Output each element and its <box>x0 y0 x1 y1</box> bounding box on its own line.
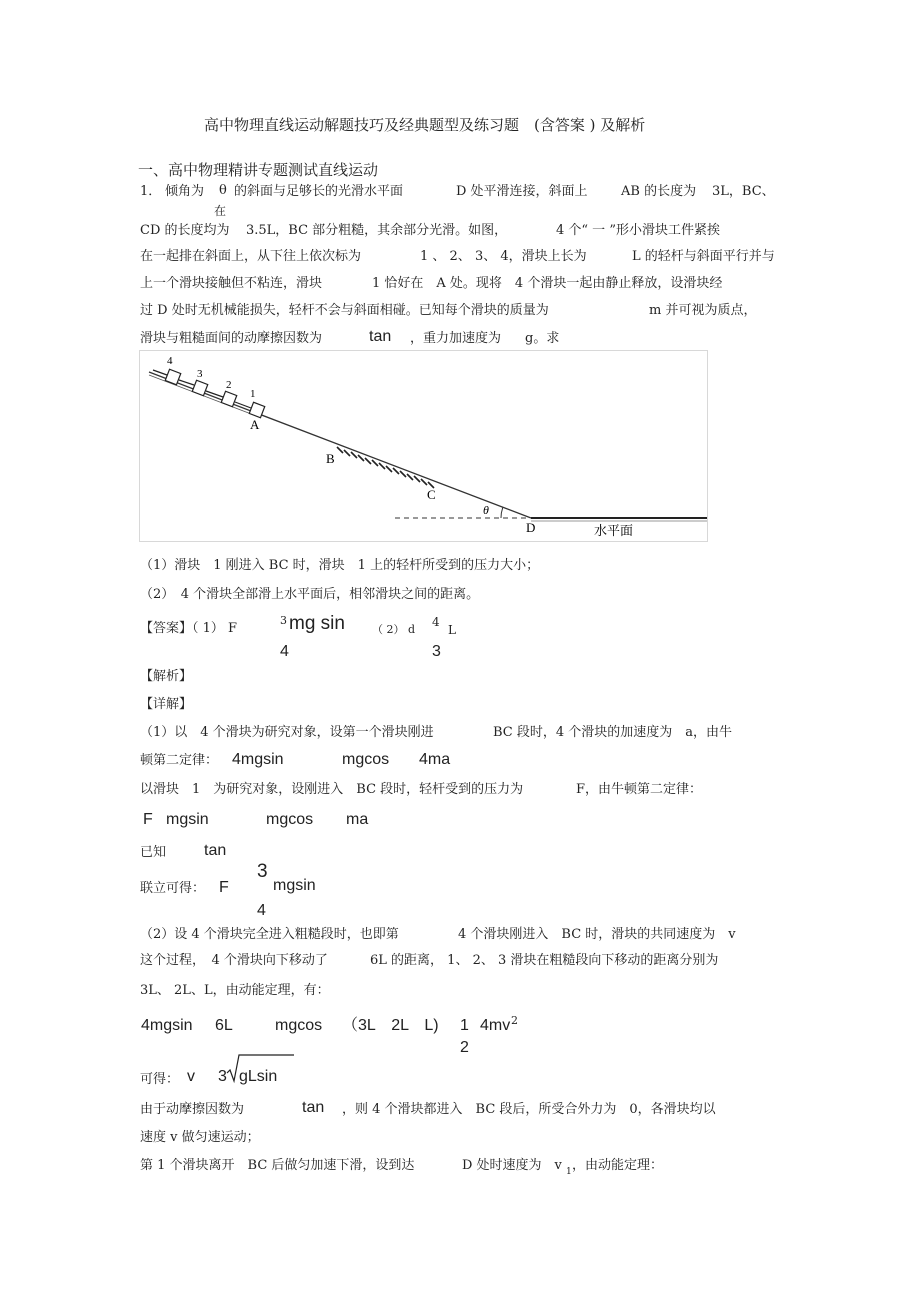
answer-fraction-numerator: 3 <box>280 614 287 627</box>
solution-text: 以滑块 1 为研究对象，设刚进入 BC 段时，轻杆受到的压力为 <box>140 782 524 797</box>
answer-fraction-denominator: 4 <box>280 643 289 660</box>
problem-text: 的斜面与足够长的光滑水平面 <box>234 184 404 199</box>
rod-1 <box>235 402 251 408</box>
incline-surface <box>149 372 531 518</box>
fraction-denominator: 2 <box>460 1039 469 1056</box>
problem-text: L 的轻杆与斜面平行并与 <box>632 249 775 264</box>
equation-term: ma <box>346 811 369 828</box>
solution-text: BC 段时，4 个滑块的加速度为 a，由牛 <box>493 725 733 740</box>
incline-diagram <box>139 350 708 542</box>
problem-text: 1 恰好在 A 处。现将 4 个滑块一起由静止释放，设滑块经 <box>372 276 723 291</box>
problem-text: 3L，BC、 <box>712 184 775 199</box>
problem-text: D 处平滑连接，斜面上 <box>456 184 588 199</box>
solution-text: 这个过程， 4 个滑块向下移动了 <box>140 953 328 968</box>
solution-text: 已知 <box>140 845 167 860</box>
answer-d-unit: L <box>448 623 456 637</box>
equation-term: tan <box>204 842 227 859</box>
problem-text: 过 D 处时无机械能损失，轻杆不会与斜面相碰。已知每个滑块的质量为 <box>140 303 549 318</box>
problem-text: 上一个滑块接触但不粘连，滑块 <box>140 276 323 291</box>
rod-2 <box>206 391 223 397</box>
equation-term: （3L 2L L) <box>342 1017 439 1034</box>
problem-text: 在一起排在斜面上，从下往上依次标为 <box>140 249 362 264</box>
analysis-label: 【解析】 <box>140 669 193 684</box>
problem-text: ，重力加速度为 <box>410 331 502 346</box>
incline-upper-edge <box>149 375 259 417</box>
solution-text: 联立可得： <box>140 881 206 896</box>
theta-symbol: θ <box>219 183 227 198</box>
equation-term: mgsin <box>273 877 316 894</box>
answer-d-denominator: 3 <box>432 643 441 660</box>
label-theta: θ <box>483 503 489 517</box>
formula-tan: tan <box>369 328 392 345</box>
section-heading: 一、高中物理精讲专题测试直线运动 <box>138 161 379 179</box>
label-point-b: B <box>326 451 335 466</box>
equation-term: mgcos <box>342 751 390 768</box>
equation-term: mgcos <box>266 811 314 828</box>
problem-text: CD 的长度均为 <box>140 223 230 238</box>
solution-text: （1）以 4 个滑块为研究对象，设第一个滑块刚进 <box>140 725 434 740</box>
label-point-d: D <box>526 520 536 535</box>
label-point-c: C <box>427 487 436 502</box>
solution-text: 顿第二定律： <box>140 753 219 768</box>
rough-segment-bc <box>337 447 434 488</box>
problem-text: AB 的长度为 <box>621 184 697 199</box>
subscript: 1 <box>566 1167 572 1177</box>
fraction-denominator: 4 <box>257 902 266 919</box>
equation-term: F <box>143 811 153 828</box>
equation-term: tan <box>302 1099 325 1116</box>
equation-term: v <box>187 1068 195 1085</box>
solution-text: ，由动能定理： <box>572 1158 664 1173</box>
label-block-1: 1 <box>250 388 256 400</box>
solution-text: 3L、 2L、L，由动能定理，有： <box>140 983 330 998</box>
solution-text: ，则 4 个滑块都进入 BC 段后，所受合外力为 0，各滑块均以 <box>342 1102 716 1117</box>
label-point-a: A <box>250 417 260 432</box>
equation-term: 4mgsin <box>141 1017 193 1034</box>
equation-term: 4mv <box>480 1017 511 1034</box>
figure-frame <box>140 351 708 542</box>
problem-text: 滑块与粗糙面间的动摩擦因数为 <box>140 331 323 346</box>
equation-term: 4mgsin <box>232 751 284 768</box>
problem-text: 1 、 2、 3、 4，滑块上长为 <box>420 249 587 264</box>
solution-text: 由于动摩擦因数为 <box>140 1102 245 1117</box>
label-horizontal-plane: 水平面 <box>594 523 634 538</box>
fraction-numerator: 1 <box>460 1017 469 1034</box>
answer-part2: （ 2） d <box>372 623 416 636</box>
solution-text: （2）设 4 个滑块完全进入粗糙段时，也即第 <box>140 927 399 942</box>
superscript: 2 <box>511 1014 518 1027</box>
incline-figure <box>139 350 708 542</box>
fraction-numerator: 3 <box>257 861 268 882</box>
problem-text: m 并可视为质点， <box>649 303 757 318</box>
label-block-4: 4 <box>167 355 173 367</box>
detail-label: 【详解】 <box>140 697 193 712</box>
problem-text: 倾角为 <box>165 184 205 199</box>
answer-label: 【答案】（ 1） F <box>140 621 238 636</box>
equation-term: F <box>219 879 229 896</box>
equation-term: 4ma <box>419 751 451 768</box>
solution-text: F，由牛顿第二定律： <box>576 782 703 797</box>
page-title: 高中物理直线运动解题技巧及经典题型及练习题 (含答案 ) 及解析 <box>204 116 646 134</box>
label-block-2: 2 <box>226 379 232 391</box>
answer-formula: mg sin <box>289 613 345 634</box>
equation-term: 6L <box>215 1017 233 1034</box>
solution-text: D 处时速度为 v <box>462 1158 562 1173</box>
answer-d-numerator: 4 <box>432 615 440 629</box>
solution-text: 速度 v 做匀速运动； <box>140 1130 260 1145</box>
solution-text: 第 1 个滑块离开 BC 后做匀加速下滑，设到达 <box>140 1158 415 1173</box>
angle-arc <box>501 507 503 518</box>
problem-number: 1． <box>140 184 162 199</box>
solution-text: 6L 的距离， 1、 2、 3 滑块在粗糙段向下移动的距离分别为 <box>370 953 719 968</box>
equation-term: mgsin <box>166 811 209 828</box>
equation-term: 3 <box>218 1068 227 1085</box>
equation-term: gLsin <box>239 1068 278 1085</box>
problem-text: 在 <box>214 204 227 218</box>
question-2: （2） 4 个滑块全部滑上水平面后，相邻滑块之间的距离。 <box>140 587 480 602</box>
problem-text: 3.5L，BC 部分粗糙，其余部分光滑。如图， <box>246 223 508 238</box>
solution-text: 可得： <box>140 1072 180 1087</box>
question-1: （1）滑块 1 刚进入 BC 时，滑块 1 上的轻杆所受到的压力大小； <box>140 558 540 573</box>
problem-text: 4 个“ 一 ”形小滑块工件紧挨 <box>556 223 720 238</box>
solution-text: 4 个滑块刚进入 BC 时，滑块的共同速度为 v <box>458 927 736 942</box>
problem-text: g。求 <box>525 331 560 346</box>
equation-term: mgcos <box>275 1017 323 1034</box>
label-block-3: 3 <box>197 368 203 380</box>
